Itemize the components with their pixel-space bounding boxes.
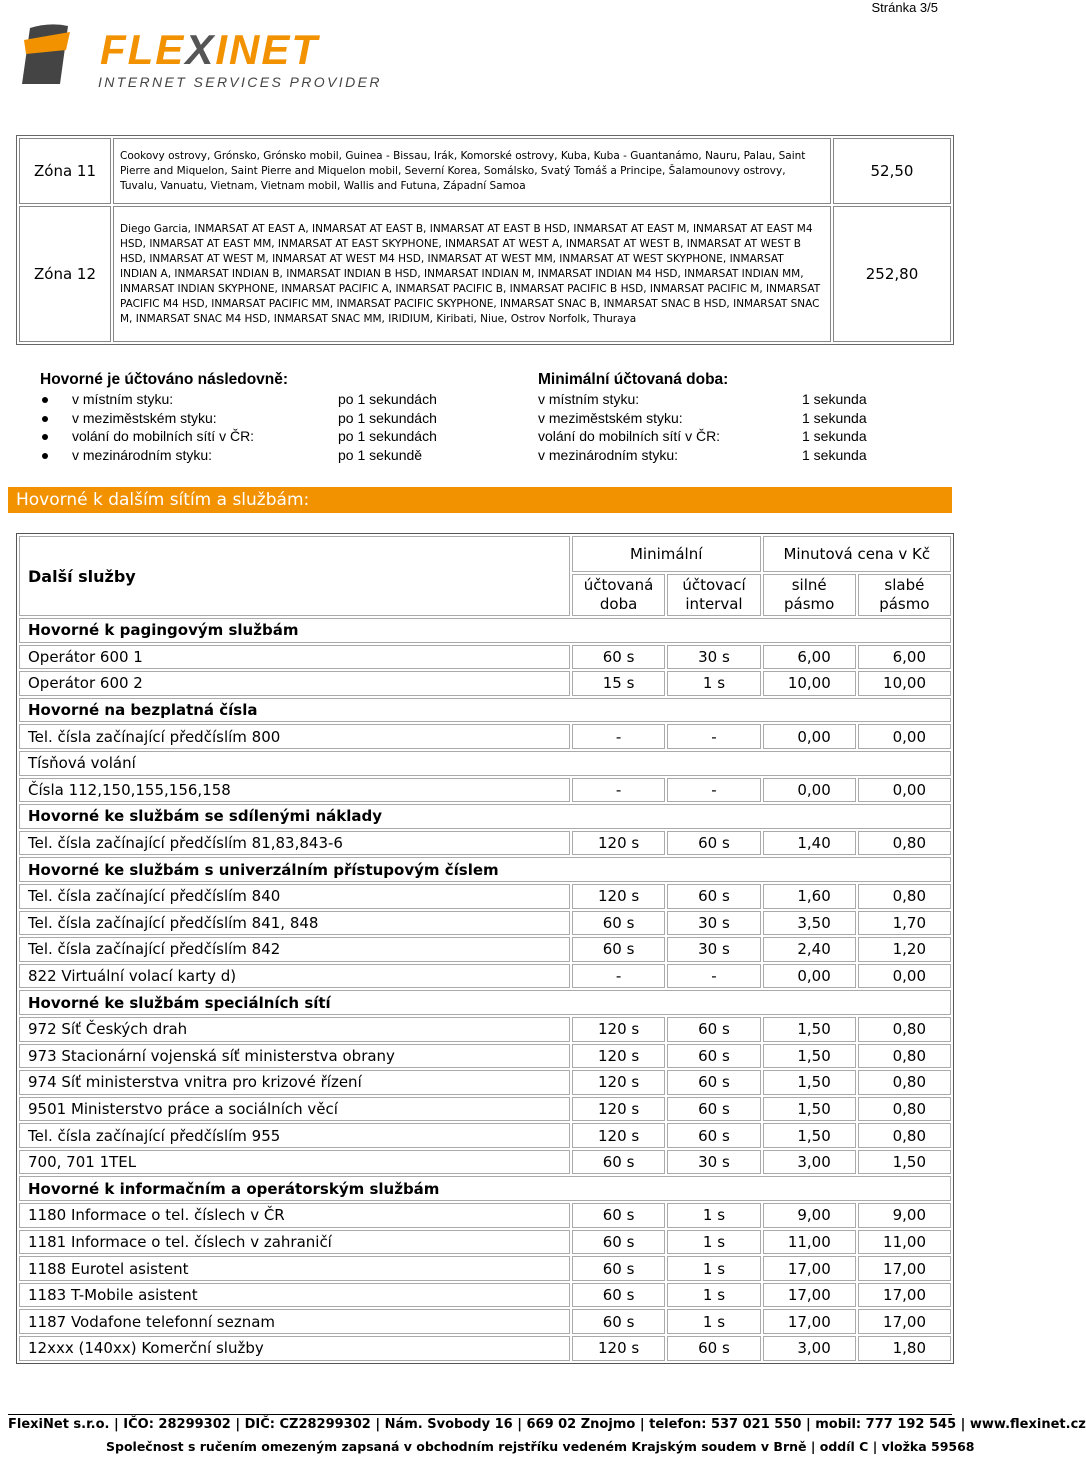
billing-interval: 60 s: [667, 884, 760, 909]
service-name: 822 Virtuální volací karty d): [19, 964, 570, 989]
service-name: 9501 Ministerstvo práce a sociálních věcí: [19, 1097, 570, 1122]
minimum-title: Minimální účtovaná doba:: [538, 371, 729, 388]
min-time: 120 s: [572, 1336, 666, 1361]
price-weak: 1,20: [858, 937, 951, 962]
price-strong: 1,60: [763, 884, 856, 909]
service-name: Čísla 112,150,155,156,158: [19, 778, 570, 803]
header-col-time: účtovaná doba: [572, 574, 666, 616]
price-strong: 3,50: [763, 911, 856, 936]
billing-item: v mezinárodním styku: po 1 sekundě: [40, 447, 500, 466]
min-time: 60 s: [572, 1230, 666, 1255]
flexinet-logo: [20, 22, 390, 92]
section-title: Hovorné ke službám s univerzálním přístupovým číslem: [19, 857, 951, 882]
price-weak: 0,80: [858, 1070, 951, 1095]
price-weak: 0,80: [858, 1097, 951, 1122]
table-row: [19, 1017, 951, 1042]
min-time: 60 s: [572, 1203, 666, 1228]
service-name: Tel. čísla začínající předčíslím 840: [19, 884, 570, 909]
billing-interval: 60 s: [667, 831, 760, 856]
price-strong: 11,00: [763, 1230, 856, 1255]
price-weak: 9,00: [858, 1203, 951, 1228]
service-name: Operátor 600 2: [19, 671, 570, 696]
billing-item: v meziměstském styku: po 1 sekundách: [40, 410, 500, 429]
price-weak: 11,00: [858, 1230, 951, 1255]
price-weak: 0,80: [858, 1123, 951, 1148]
price-strong: 10,00: [763, 671, 856, 696]
zone-row: [19, 138, 951, 204]
min-time: 60 s: [572, 1256, 666, 1281]
minimum-item: v meziměstském styku: 1 sekunda: [538, 409, 867, 426]
price-weak: 10,00: [858, 671, 951, 696]
table-row: [19, 671, 951, 696]
service-name: 972 Síť Českých drah: [19, 1017, 570, 1042]
price-weak: 0,80: [858, 1044, 951, 1069]
section-title: Hovorné ke službám se sdílenými náklady: [19, 804, 951, 829]
minimum-item: volání do mobilních sítí v ČR: 1 sekunda: [538, 428, 867, 444]
section-row: [19, 751, 951, 776]
min-time: 15 s: [572, 671, 666, 696]
page-number: Stránka 3/5: [871, 0, 938, 15]
price-strong: 1,50: [763, 1070, 856, 1095]
service-name: 700, 701 1TEL: [19, 1150, 570, 1175]
table-row: [19, 1336, 951, 1361]
price-strong: 6,00: [763, 645, 856, 670]
min-time: 60 s: [572, 1283, 666, 1308]
services-table: [16, 533, 954, 1364]
billing-interval: 1 s: [667, 1256, 760, 1281]
service-name: 1187 Vodafone telefonní seznam: [19, 1309, 570, 1334]
section-row: [19, 804, 951, 829]
bullet-icon: [42, 416, 48, 422]
billing-interval: -: [667, 724, 760, 749]
price-weak: 0,00: [858, 778, 951, 803]
footer-company-info: FlexiNet s.r.o. | IČO: 28299302 | DIČ: CZ28299302 | Nám. Svobody 16 | 669 02 Znojmo | telefon: 537 021 550 | mobil: 777 192 545 | www.flexinet.cz: [8, 1417, 1086, 1432]
billing-interval: 1 s: [667, 1203, 760, 1228]
price-strong: 3,00: [763, 1336, 856, 1361]
header-col-strong: silné pásmo: [763, 574, 856, 616]
billing-item: volání do mobilních sítí v ČR: po 1 sekundách: [40, 428, 500, 447]
table-row: [19, 1203, 951, 1228]
section-title: Hovorné k informačním a operátorským službám: [19, 1176, 951, 1201]
table-row: [19, 937, 951, 962]
min-time: 120 s: [572, 1044, 666, 1069]
price-strong: 1,50: [763, 1044, 856, 1069]
billing-interval: 60 s: [667, 1017, 760, 1042]
service-name: 1188 Eurotel asistent: [19, 1256, 570, 1281]
min-time: 60 s: [572, 1150, 666, 1175]
min-time: -: [572, 964, 666, 989]
minimum-item: v místním styku: 1 sekunda: [538, 391, 867, 407]
zone-price: 252,80: [833, 206, 951, 342]
table-row: [19, 1150, 951, 1175]
min-time: 120 s: [572, 884, 666, 909]
header-col-weak: slabé pásmo: [858, 574, 951, 616]
service-name: Tel. čísla začínající předčíslím 81,83,843-6: [19, 831, 570, 856]
section-title: Hovorné k pagingovým službám: [19, 618, 951, 643]
price-weak: 17,00: [858, 1256, 951, 1281]
billing-interval: 1 s: [667, 671, 760, 696]
min-time: -: [572, 724, 666, 749]
section-heading: Hovorné k dalším sítím a službám:: [8, 487, 952, 513]
zone-countries: Diego Garcia, INMARSAT AT EAST A, INMARSAT AT EAST B, INMARSAT AT EAST B HSD, INMARSAT AT EAST M, INMARSAT AT EAST M4 HSD, INMARSAT AT EAST MM, INMARSAT AT EAST SKYPHONE, INMARSAT AT WEST A, INMARSAT AT WEST B, INMARSAT AT WEST B HSD, INMARSAT AT WEST M, INMARSAT AT WEST M4 HSD, INMARSAT AT WEST MM, INMARSAT AT WEST SKYPHONE, INMARSAT INDIAN A, INMARSAT INDIAN B, INMARSAT INDIAN B HSD, INMARSAT INDIAN M, INMARSAT INDIAN M4 HSD, INMARSAT INDIAN MM, INMARSAT INDIAN SKYPHONE, INMARSAT PACIFIC A, INMARSAT PACIFIC B, INMARSAT PACIFIC B HSD, INMARSAT PACIFIC M, INMARSAT PACIFIC M4 HSD, INMARSAT PACIFIC MM, INMARSAT PACIFIC SKYPHONE, INMARSAT SNAC B, INMARSAT SNAC B HSD, INMARSAT SNAC M, INMARSAT SNAC M4 HSD, INMARSAT SNAC MM, IRIDIUM, Kiribati, Niue, Ostrov Norfolk, Thuraya: [113, 206, 831, 342]
price-weak: 0,80: [858, 831, 951, 856]
service-name: 12xxx (140xx) Komerční služby: [19, 1336, 570, 1361]
billing-title: Hovorné je účtováno následovně:: [40, 371, 289, 388]
service-name: Tel. čísla začínající předčíslím 800: [19, 724, 570, 749]
billing-interval: 1 s: [667, 1309, 760, 1334]
section-row: [19, 990, 951, 1015]
billing-interval: 60 s: [667, 1123, 760, 1148]
header-min-group: Minimální: [572, 536, 761, 572]
price-weak: 17,00: [858, 1283, 951, 1308]
price-strong: 0,00: [763, 724, 856, 749]
bullet-icon: [42, 434, 48, 440]
table-row: [19, 645, 951, 670]
header-col-interval: účtovací interval: [667, 574, 760, 616]
billing-interval: -: [667, 778, 760, 803]
billing-interval: 30 s: [667, 911, 760, 936]
zone-name: Zóna 11: [19, 138, 111, 204]
bullet-icon: [42, 397, 48, 403]
table-row: [19, 1123, 951, 1148]
table-row: [19, 964, 951, 989]
logo-mark-icon: [20, 22, 82, 86]
price-strong: 0,00: [763, 964, 856, 989]
min-time: 120 s: [572, 831, 666, 856]
price-weak: 0,80: [858, 1017, 951, 1042]
zone-countries: Cookovy ostrovy, Grónsko, Grónsko mobil, Guinea - Bissau, Irák, Komorské ostrovy, Kuba, Kuba - Guantanámo, Nauru, Palau, Saint Pierre and Miquelon, Saint Pierre and Miquelon mobil, Severní Korea, Somálsko, Svatý Tomáš a Principe, Šalamounovy ostrovy, Tuvalu, Vanuatu, Vietnam, Vietnam mobil, Wallis and Futuna, Západní Samoa: [113, 138, 831, 204]
services-header-label: Další služby: [19, 536, 570, 616]
footer-divider: [8, 1414, 952, 1415]
table-row: [19, 831, 951, 856]
min-time: 120 s: [572, 1097, 666, 1122]
table-row: [19, 724, 951, 749]
min-time: 120 s: [572, 1070, 666, 1095]
zone-price: 52,50: [833, 138, 951, 204]
minimum-billing: [538, 371, 938, 465]
billing-interval: 30 s: [667, 937, 760, 962]
section-row: [19, 698, 951, 723]
service-name: Tel. čísla začínající předčíslím 955: [19, 1123, 570, 1148]
price-strong: 3,00: [763, 1150, 856, 1175]
price-weak: 0,80: [858, 884, 951, 909]
logo-wordmark: FLEXINET: [100, 26, 320, 73]
table-row: [19, 1070, 951, 1095]
billing-interval: 60 s: [667, 1070, 760, 1095]
billing-interval: 30 s: [667, 645, 760, 670]
price-strong: 9,00: [763, 1203, 856, 1228]
table-row: [19, 884, 951, 909]
price-strong: 2,40: [763, 937, 856, 962]
table-row: [19, 1256, 951, 1281]
bullet-icon: [42, 453, 48, 459]
service-name: Tel. čísla začínající předčíslím 842: [19, 937, 570, 962]
min-time: 60 s: [572, 1309, 666, 1334]
table-row: [19, 1044, 951, 1069]
price-strong: 17,00: [763, 1283, 856, 1308]
table-row: [19, 778, 951, 803]
service-name: 1181 Informace o tel. číslech v zahraničí: [19, 1230, 570, 1255]
price-weak: 6,00: [858, 645, 951, 670]
section-row: [19, 1176, 951, 1201]
price-strong: 1,50: [763, 1123, 856, 1148]
min-time: 120 s: [572, 1017, 666, 1042]
table-row: [19, 1309, 951, 1334]
zone-row: [19, 206, 951, 342]
billing-interval: 30 s: [667, 1150, 760, 1175]
min-time: 60 s: [572, 645, 666, 670]
zone-name: Zóna 12: [19, 206, 111, 342]
billing-rules: [40, 371, 500, 465]
min-time: 60 s: [572, 911, 666, 936]
table-row: [19, 1230, 951, 1255]
price-weak: 1,80: [858, 1336, 951, 1361]
logo-tagline: INTERNET SERVICES PROVIDER: [98, 74, 382, 90]
price-strong: 17,00: [763, 1309, 856, 1334]
table-row: [19, 911, 951, 936]
billing-interval: 1 s: [667, 1283, 760, 1308]
billing-interval: 60 s: [667, 1336, 760, 1361]
min-time: -: [572, 778, 666, 803]
min-time: 120 s: [572, 1123, 666, 1148]
service-name: 974 Síť ministerstva vnitra pro krizové řízení: [19, 1070, 570, 1095]
billing-interval: 60 s: [667, 1044, 760, 1069]
billing-item: v místním styku: po 1 sekundách: [40, 391, 500, 410]
billing-interval: 1 s: [667, 1230, 760, 1255]
billing-interval: -: [667, 964, 760, 989]
price-weak: 17,00: [858, 1309, 951, 1334]
price-strong: 1,50: [763, 1097, 856, 1122]
section-title: Hovorné ke službám speciálních sítí: [19, 990, 951, 1015]
service-name: Tel. čísla začínající předčíslím 841, 848: [19, 911, 570, 936]
section-title: Hovorné na bezplatná čísla: [19, 698, 951, 723]
price-strong: 0,00: [763, 778, 856, 803]
footer-registration: Společnost s ručením omezeným zapsaná v obchodním rejstříku vedeném Krajským soudem v Brně | oddíl C | vložka 59568: [106, 1439, 975, 1454]
minimum-item: v mezinárodním styku: 1 sekunda: [538, 446, 867, 463]
service-name: 1183 T-Mobile asistent: [19, 1283, 570, 1308]
section-row: [19, 857, 951, 882]
service-name: Operátor 600 1: [19, 645, 570, 670]
price-weak: 0,00: [858, 724, 951, 749]
price-strong: 1,50: [763, 1017, 856, 1042]
price-weak: 1,70: [858, 911, 951, 936]
service-name: 973 Stacionární vojenská síť ministerstva obrany: [19, 1044, 570, 1069]
price-weak: 1,50: [858, 1150, 951, 1175]
price-weak: 0,00: [858, 964, 951, 989]
min-time: 60 s: [572, 937, 666, 962]
table-row: [19, 1283, 951, 1308]
service-name: 1180 Informace o tel. číslech v ČR: [19, 1203, 570, 1228]
zone-price-table: [16, 135, 954, 345]
table-row: [19, 1097, 951, 1122]
section-title: Tísňová volání: [19, 751, 951, 776]
billing-interval: 60 s: [667, 1097, 760, 1122]
section-row: [19, 618, 951, 643]
header-price-group: Minutová cena v Kč: [763, 536, 951, 572]
price-strong: 17,00: [763, 1256, 856, 1281]
price-strong: 1,40: [763, 831, 856, 856]
